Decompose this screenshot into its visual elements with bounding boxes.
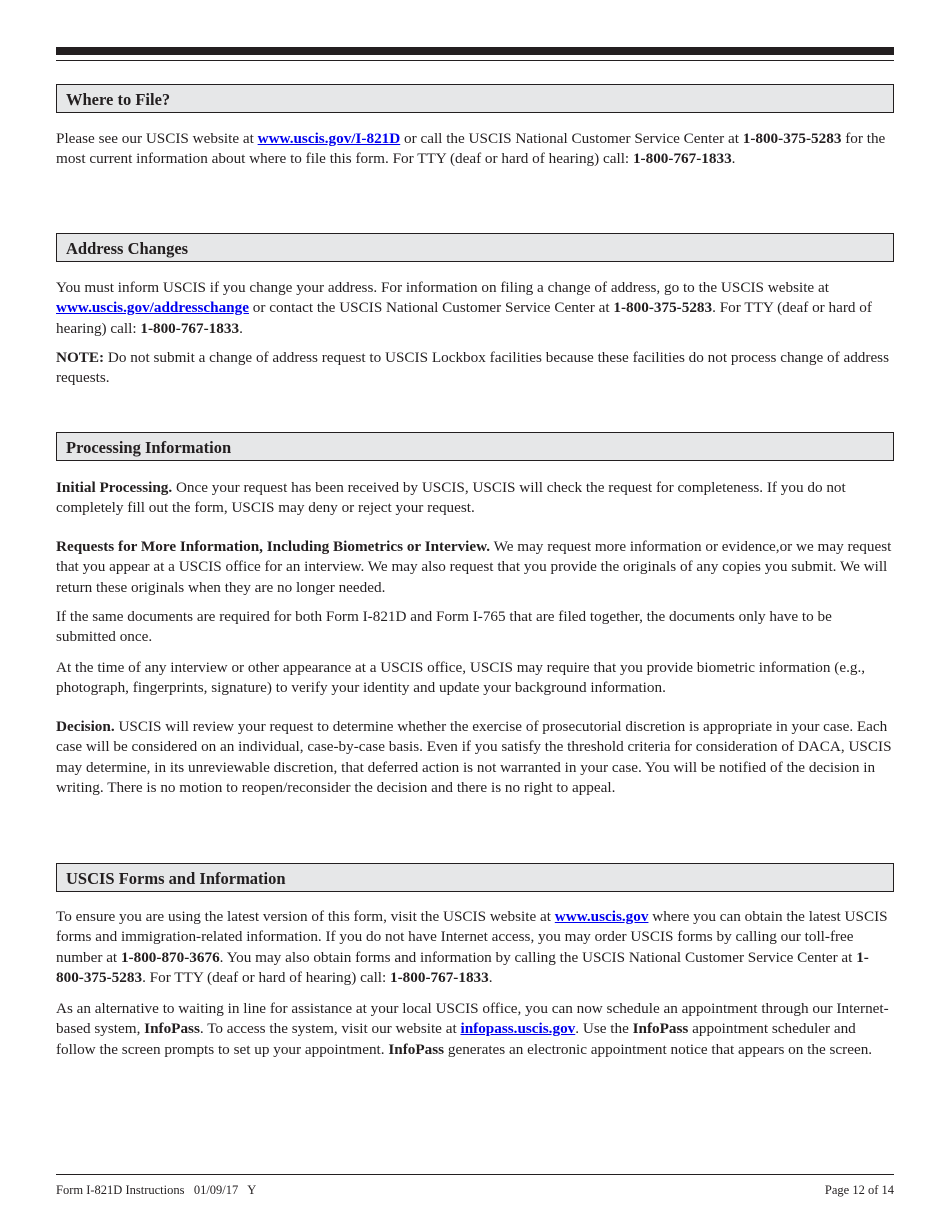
note-label: NOTE:: [56, 349, 105, 366]
infopass-paragraph: [56, 999, 894, 1060]
top-rule-thin: [56, 60, 894, 61]
tty-phone-number: 1-800-767-1833: [632, 150, 732, 168]
tty-phone-number: 1-800-767-1833: [140, 319, 240, 337]
text: USCIS will review your request to determine whether the exercise of prosecutorial discretion is appropriate in your case. Each case will be considered on an individual, case-by-case basis. Even if you satisfy the threshold criteria for consideration of DACA, USCIS may determine, in its unreviewable discretion, that deferred action is not warranted in your case. You will be notified of the decision in writing. There is no motion to reopen/reconsider the decision and there is no right to appeal.: [56, 718, 892, 796]
text: .: [239, 319, 243, 337]
text: where you can obtain the latest USCIS forms and immigration-related information. If you do not have Internet access, you may order USCIS forms by calling our toll-free number at: [56, 908, 888, 966]
text: You must inform USCIS if you change your address. For information on filing a change of address, go to the USCIS website at: [56, 279, 829, 296]
section-heading-where-to-file: Where to File?: [56, 84, 894, 113]
initial-processing-paragraph: [56, 478, 894, 519]
tty-phone-number: 1-800-767-1833: [390, 968, 489, 986]
text: or call the USCIS National Customer Service Center at: [400, 130, 743, 147]
footer-rule: [56, 1174, 894, 1175]
text: for the most current information about where to file this form. For TTY (deaf or hard of hearing) call:: [56, 130, 886, 168]
text: We may request more information or evidence,or we may request that you appear at a USCIS office for an interview. We may also request that you provide the originals of any copies you submit. We will return these originals when they are no longer needed.: [56, 538, 892, 596]
decision-paragraph: [56, 717, 894, 798]
requests-paragraph: [56, 537, 894, 598]
text: appointment scheduler and follow the screen prompts to set up your appointment.: [56, 1020, 856, 1058]
text: .: [488, 968, 493, 986]
infopass-term: InfoPass: [388, 1040, 445, 1058]
uscis-i821d-link[interactable]: www.uscis.gov/I-821D: [257, 130, 401, 147]
text: . For TTY (deaf or hard of hearing) call:: [142, 968, 391, 986]
footer-page-number: Page 12 of 14: [824, 1183, 894, 1197]
phone-number: 1-800-375-5283: [613, 299, 713, 317]
same-documents-paragraph: If the same documents are required for both Form I-821D and Form I-765 that are filed together, the documents only have to be submitted once.: [56, 608, 832, 646]
text: Once your request has been received by USCIS, USCIS will check the request for completeness. If you do not completely fill out the form, USCIS may deny or reject your request.: [56, 479, 846, 517]
where-to-file-paragraph: [56, 129, 894, 170]
text: . Use the: [575, 1020, 633, 1038]
top-rule: [56, 47, 894, 55]
text: . For TTY (deaf or hard of hearing) call:: [56, 299, 872, 337]
infopass-term: InfoPass: [144, 1020, 200, 1038]
initial-processing-label: Initial Processing.: [56, 479, 173, 496]
text: . To access the system, visit our website at: [199, 1020, 461, 1038]
requests-label: Requests for More Information, Including Biometrics or Interview.: [56, 538, 491, 555]
section-heading-address-changes: Address Changes: [56, 233, 894, 262]
phone-number: 1-800-375-5283: [56, 948, 869, 986]
address-changes-paragraph: [56, 278, 894, 339]
text: To ensure you are using the latest version of this form, visit the USCIS website at: [56, 908, 555, 925]
address-change-link[interactable]: www.uscis.gov/addresschange: [56, 299, 249, 317]
note-text: Do not submit a change of address request to USCIS Lockbox facilities because these facilities do not process change of address requests.: [56, 349, 890, 387]
section-heading-processing-information: Processing Information: [56, 432, 894, 461]
decision-label: Decision.: [56, 718, 115, 735]
text: Please see our USCIS website at: [56, 130, 258, 147]
uscis-gov-link[interactable]: www.uscis.gov: [554, 908, 649, 925]
interview-paragraph: At the time of any interview or other appearance at a USCIS office, USCIS may require that you provide biometric information (e.g., photograph, fingerprints, signature) to verify your identity and update your background information.: [56, 659, 866, 697]
text: generates an electronic appointment notice that appears on the screen.: [444, 1040, 873, 1058]
text: As an alternative to waiting in line for assistance at your local USCIS office, you can now schedule an appointment through our Internet-based system,: [56, 1000, 889, 1038]
toll-free-number: 1-800-870-3676: [120, 948, 220, 966]
forms-info-paragraph: [56, 907, 894, 988]
text: .: [731, 150, 736, 168]
footer-form-id: Form I-821D Instructions 01/09/17 Y: [56, 1183, 257, 1197]
infopass-term: InfoPass: [632, 1020, 689, 1038]
address-note-paragraph: [56, 348, 894, 389]
text: or contact the USCIS National Customer Service Center at: [248, 299, 614, 317]
infopass-link[interactable]: infopass.uscis.gov: [460, 1020, 576, 1038]
section-heading-uscis-forms: USCIS Forms and Information: [56, 863, 894, 892]
phone-number: 1-800-375-5283: [742, 130, 842, 147]
text: . You may also obtain forms and information by calling the USCIS National Customer Service Center at: [219, 948, 857, 966]
